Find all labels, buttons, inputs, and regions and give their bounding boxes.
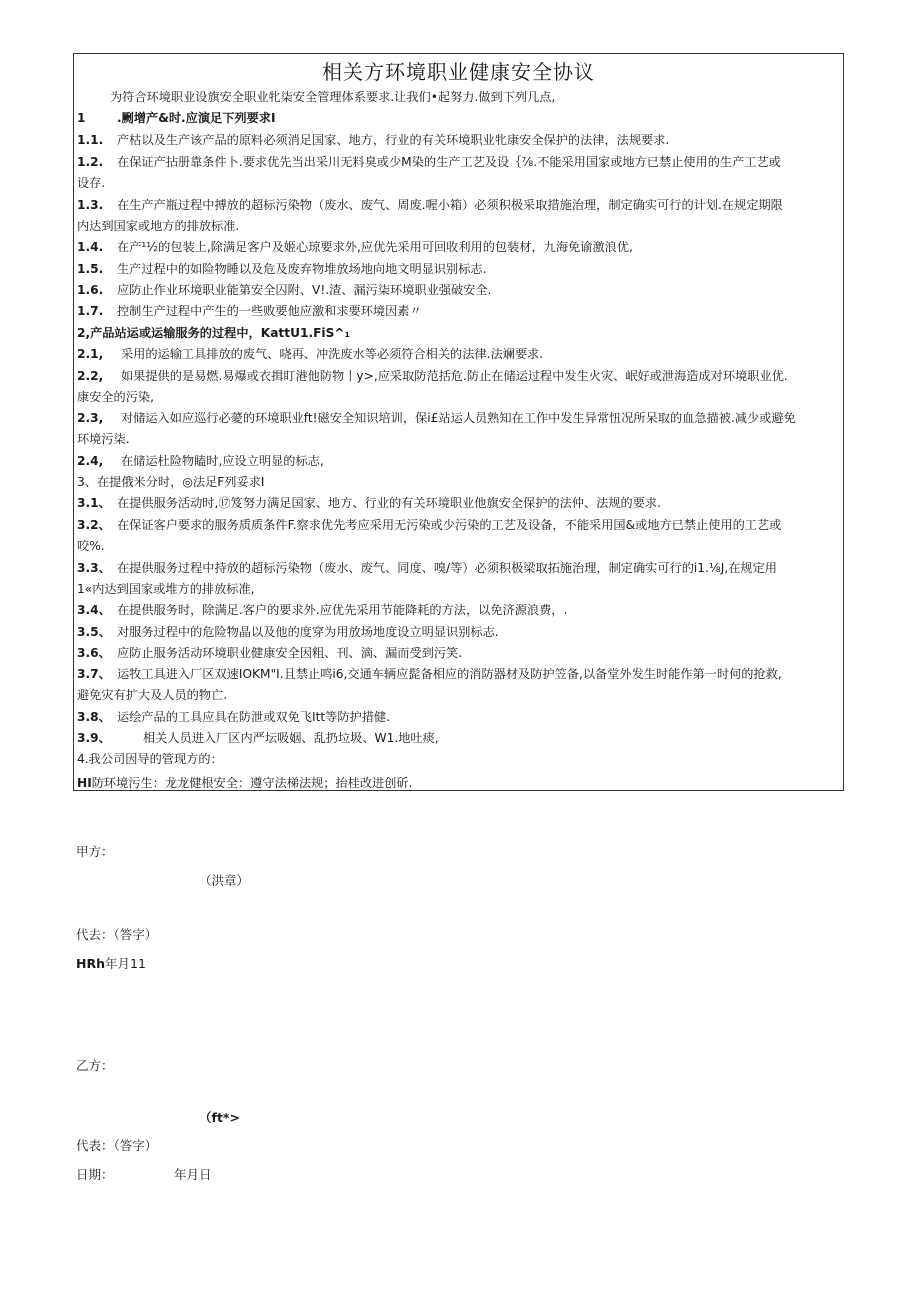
- clause-text: 采用的运输工具排放的废气、哓再、冲洗废水等必须符合相关的法律.法斓要求.: [121, 347, 544, 361]
- clause-1-2: [77, 154, 781, 171]
- clause-2-2-continuation: 康安全的污染,: [77, 390, 154, 404]
- intro-paragraph: 为符合环境职业设旗安全职业牝柒安全管理体系要求.让我们•起努力.做到下列几点,: [110, 90, 556, 104]
- clause-text: 生产过程中的如险物睡以及危及废弃物堆放场地向地文明显识别标志.: [117, 262, 487, 276]
- party-a-seal: （洪章）: [199, 873, 250, 888]
- clause-number: 3.9、: [77, 731, 111, 745]
- clause-text: 应防止服务活动环境职业健康安全因粗、刊、滴、漏而受到污笑.: [117, 646, 463, 660]
- section-2-title: 2,产品站运或运输服务的过程中，: [77, 326, 261, 340]
- section-1-heading: [77, 110, 276, 127]
- clause-text: 在产¹½的包装上,除满足客户及姬心琼要求外,应优先采用可回收利用的包装材，九海免谕激浪优,: [117, 240, 633, 254]
- clause-number: 3.1、: [77, 496, 111, 510]
- policy-text: 防环境污生：龙龙健根安全：遵守法梯法规；抬桂改进创斫.: [91, 776, 413, 790]
- agreement-box: [73, 53, 844, 791]
- clause-1-7: [77, 303, 422, 320]
- clause-3-4: [77, 602, 567, 619]
- section-3-heading: 3、在提俄米分时，◎法足F列妥求I: [77, 475, 265, 489]
- clause-3-7: [77, 666, 782, 683]
- clause-number: 1.2.: [77, 155, 104, 169]
- party-b-date-label: 日期：: [76, 1167, 114, 1182]
- clause-number: 3.3、: [77, 561, 111, 575]
- policy-prefix: HI: [77, 776, 92, 790]
- policy-statement: [77, 775, 413, 792]
- clause-1-2-continuation: 设存.: [77, 176, 106, 190]
- clause-number: 2.1,: [77, 347, 104, 361]
- clause-1-5: [77, 261, 487, 278]
- section-2-heading: [77, 325, 350, 342]
- clause-3-6: [77, 645, 462, 662]
- clause-text: 运绘产品的工具应具在防泄或双免飞Itt等防护措健.: [117, 710, 390, 724]
- clause-2-3: [77, 410, 796, 427]
- clause-1-4: [77, 239, 633, 256]
- clause-3-9: [77, 730, 439, 747]
- clause-number: 1.5.: [77, 262, 104, 276]
- clause-text: 控制生产过程中产生的一些败要他应激和求要环境因素〃: [117, 304, 422, 318]
- clause-text: 如果提供的是易燃.易爆或衣揖盯港他防物丨y>,应采取防范括危.防止在储运过程中发生火灾、岷好或泄海造成对环境职业优.: [121, 369, 788, 383]
- party-a-representative: 代去：（答字）: [76, 927, 158, 942]
- clause-3-3-continuation: 1«内达到国家或堆方的排放标准,: [77, 582, 255, 596]
- clause-text: 在生产产瓶过程中搏放的超标污染物（废水、废气、周废.喔小箱）必须积极采取措施治理，制定确实可行的计划.在规定期限: [117, 198, 783, 212]
- clause-2-1: [77, 346, 543, 363]
- clause-text: 在储运杜险物瞌时,应设立明显的标志,: [121, 454, 324, 468]
- clause-3-5: [77, 624, 499, 641]
- clause-3-2: [77, 517, 781, 534]
- clause-1-3-continuation: 内达到国家或地方的排放标准.: [77, 219, 240, 233]
- party-a-label: 甲方：: [76, 844, 114, 859]
- clause-number: 1.4.: [77, 240, 104, 254]
- clause-text: 对服务过程中的危险物晶以及他的度穿为用放场地度设立明显识别标志.: [117, 625, 499, 639]
- clause-number: 1.7.: [77, 304, 104, 318]
- clause-1-1: [77, 132, 669, 149]
- clause-number: 1.1.: [77, 133, 104, 147]
- clause-text: 在提供服务过程中持放的超标污染物（废水、废气、同度、嗅/等）必须积极梁取拓施治理，制定确实可行的i1.⅛J,在规定用: [117, 561, 777, 575]
- clause-3-7-continuation: 避免灾有扩大及人员的物亡.: [77, 688, 228, 702]
- section-4-heading: 4.我公司因导的管现方的：: [77, 752, 223, 766]
- clause-number: 3.4、: [77, 603, 111, 617]
- clause-text: 在保证产拈册靠条件卜.要求优先当出采川无料臭或少M染的生产工艺及设｛⅞.不能采用国家或地方已禁止使用的生产工艺或: [117, 155, 781, 169]
- party-b-seal: （ft*>: [199, 1110, 240, 1125]
- clause-text: 相关人员进入厂区内严坛吸姻、乱扔垃圾、W1.地吐痰,: [143, 731, 439, 745]
- clause-2-4: [77, 453, 324, 470]
- party-b-date-text: 年月日: [174, 1167, 212, 1182]
- clause-text: 产枯以及生产该产品的原料必须消足国家、地方，行业的有关环境职业牝康安全保护的法律，法规要求.: [117, 133, 670, 147]
- party-a-date-prefix: HRh: [76, 956, 105, 971]
- document-title: 相关方环境职业健康安全协议: [322, 60, 595, 84]
- clause-text: 运牧工具进入厂区双速IOKM"I.且禁止鸣i6,交通车辆应髭备相应的消防器材及防护笠备,以备堂外发生时能作第一时何的抢救,: [117, 667, 782, 681]
- section-1-title: .劂增产&时.应演足下列要求I: [117, 111, 276, 125]
- clause-1-6: [77, 282, 491, 299]
- clause-text: 在保证客户要求的服务质质条件F.察求优先考应采用无污染或少污染的工艺及设备，不能采用国&或地方已禁止使用的工艺或: [117, 518, 782, 532]
- clause-3-1: [77, 495, 661, 512]
- clause-3-2-continuation: 咬%.: [77, 539, 105, 553]
- party-b-date: [76, 1166, 212, 1183]
- clause-number: 2.3,: [77, 411, 104, 425]
- clause-text: 在提供服务时，除满足.客户的要求外.应优先采用节能降耗的方法，以免济源浪费，.: [117, 603, 568, 617]
- clause-1-3: [77, 197, 783, 214]
- clause-number: 3.6、: [77, 646, 111, 660]
- clause-number: 1.3.: [77, 198, 104, 212]
- clause-2-2: [77, 368, 788, 385]
- clause-number: 3.5、: [77, 625, 111, 639]
- clause-3-8: [77, 709, 390, 726]
- clause-number: 3.8、: [77, 710, 111, 724]
- party-b-label: 乙方：: [76, 1058, 114, 1073]
- clause-number: 1.6.: [77, 283, 104, 297]
- party-b-representative: 代表：（答字）: [76, 1138, 158, 1153]
- clause-text: 在提供服务活动时,⑰笈努力满足国家、地方、行业的有关环境职业他旗安全保护的法仲、法规的要求.: [117, 496, 661, 510]
- clause-number: 3.2、: [77, 518, 111, 532]
- clause-text: 对储运入如应巡行必薆的环境职业ft!磁安全知识培训，保i£站运人员熟知在工作中发生异常忸况所呆取的血急描被.减少或避免: [121, 411, 796, 425]
- section-2-title-bold: KattU1.FiS^₁: [260, 326, 350, 340]
- clause-2-3-continuation: 环境污柒.: [77, 432, 130, 446]
- section-1-number: 1: [77, 111, 86, 125]
- clause-number: 3.7、: [77, 667, 111, 681]
- clause-number: 2.4,: [77, 454, 104, 468]
- clause-number: 2.2,: [77, 369, 104, 383]
- clause-3-3: [77, 560, 777, 577]
- clause-text: 应防止作业环境职业能第安全囚附、V!.渣、漏污柒环境职业强破安全.: [117, 283, 492, 297]
- party-a-date-text: 年月11: [105, 956, 146, 971]
- party-a-date: [76, 955, 146, 972]
